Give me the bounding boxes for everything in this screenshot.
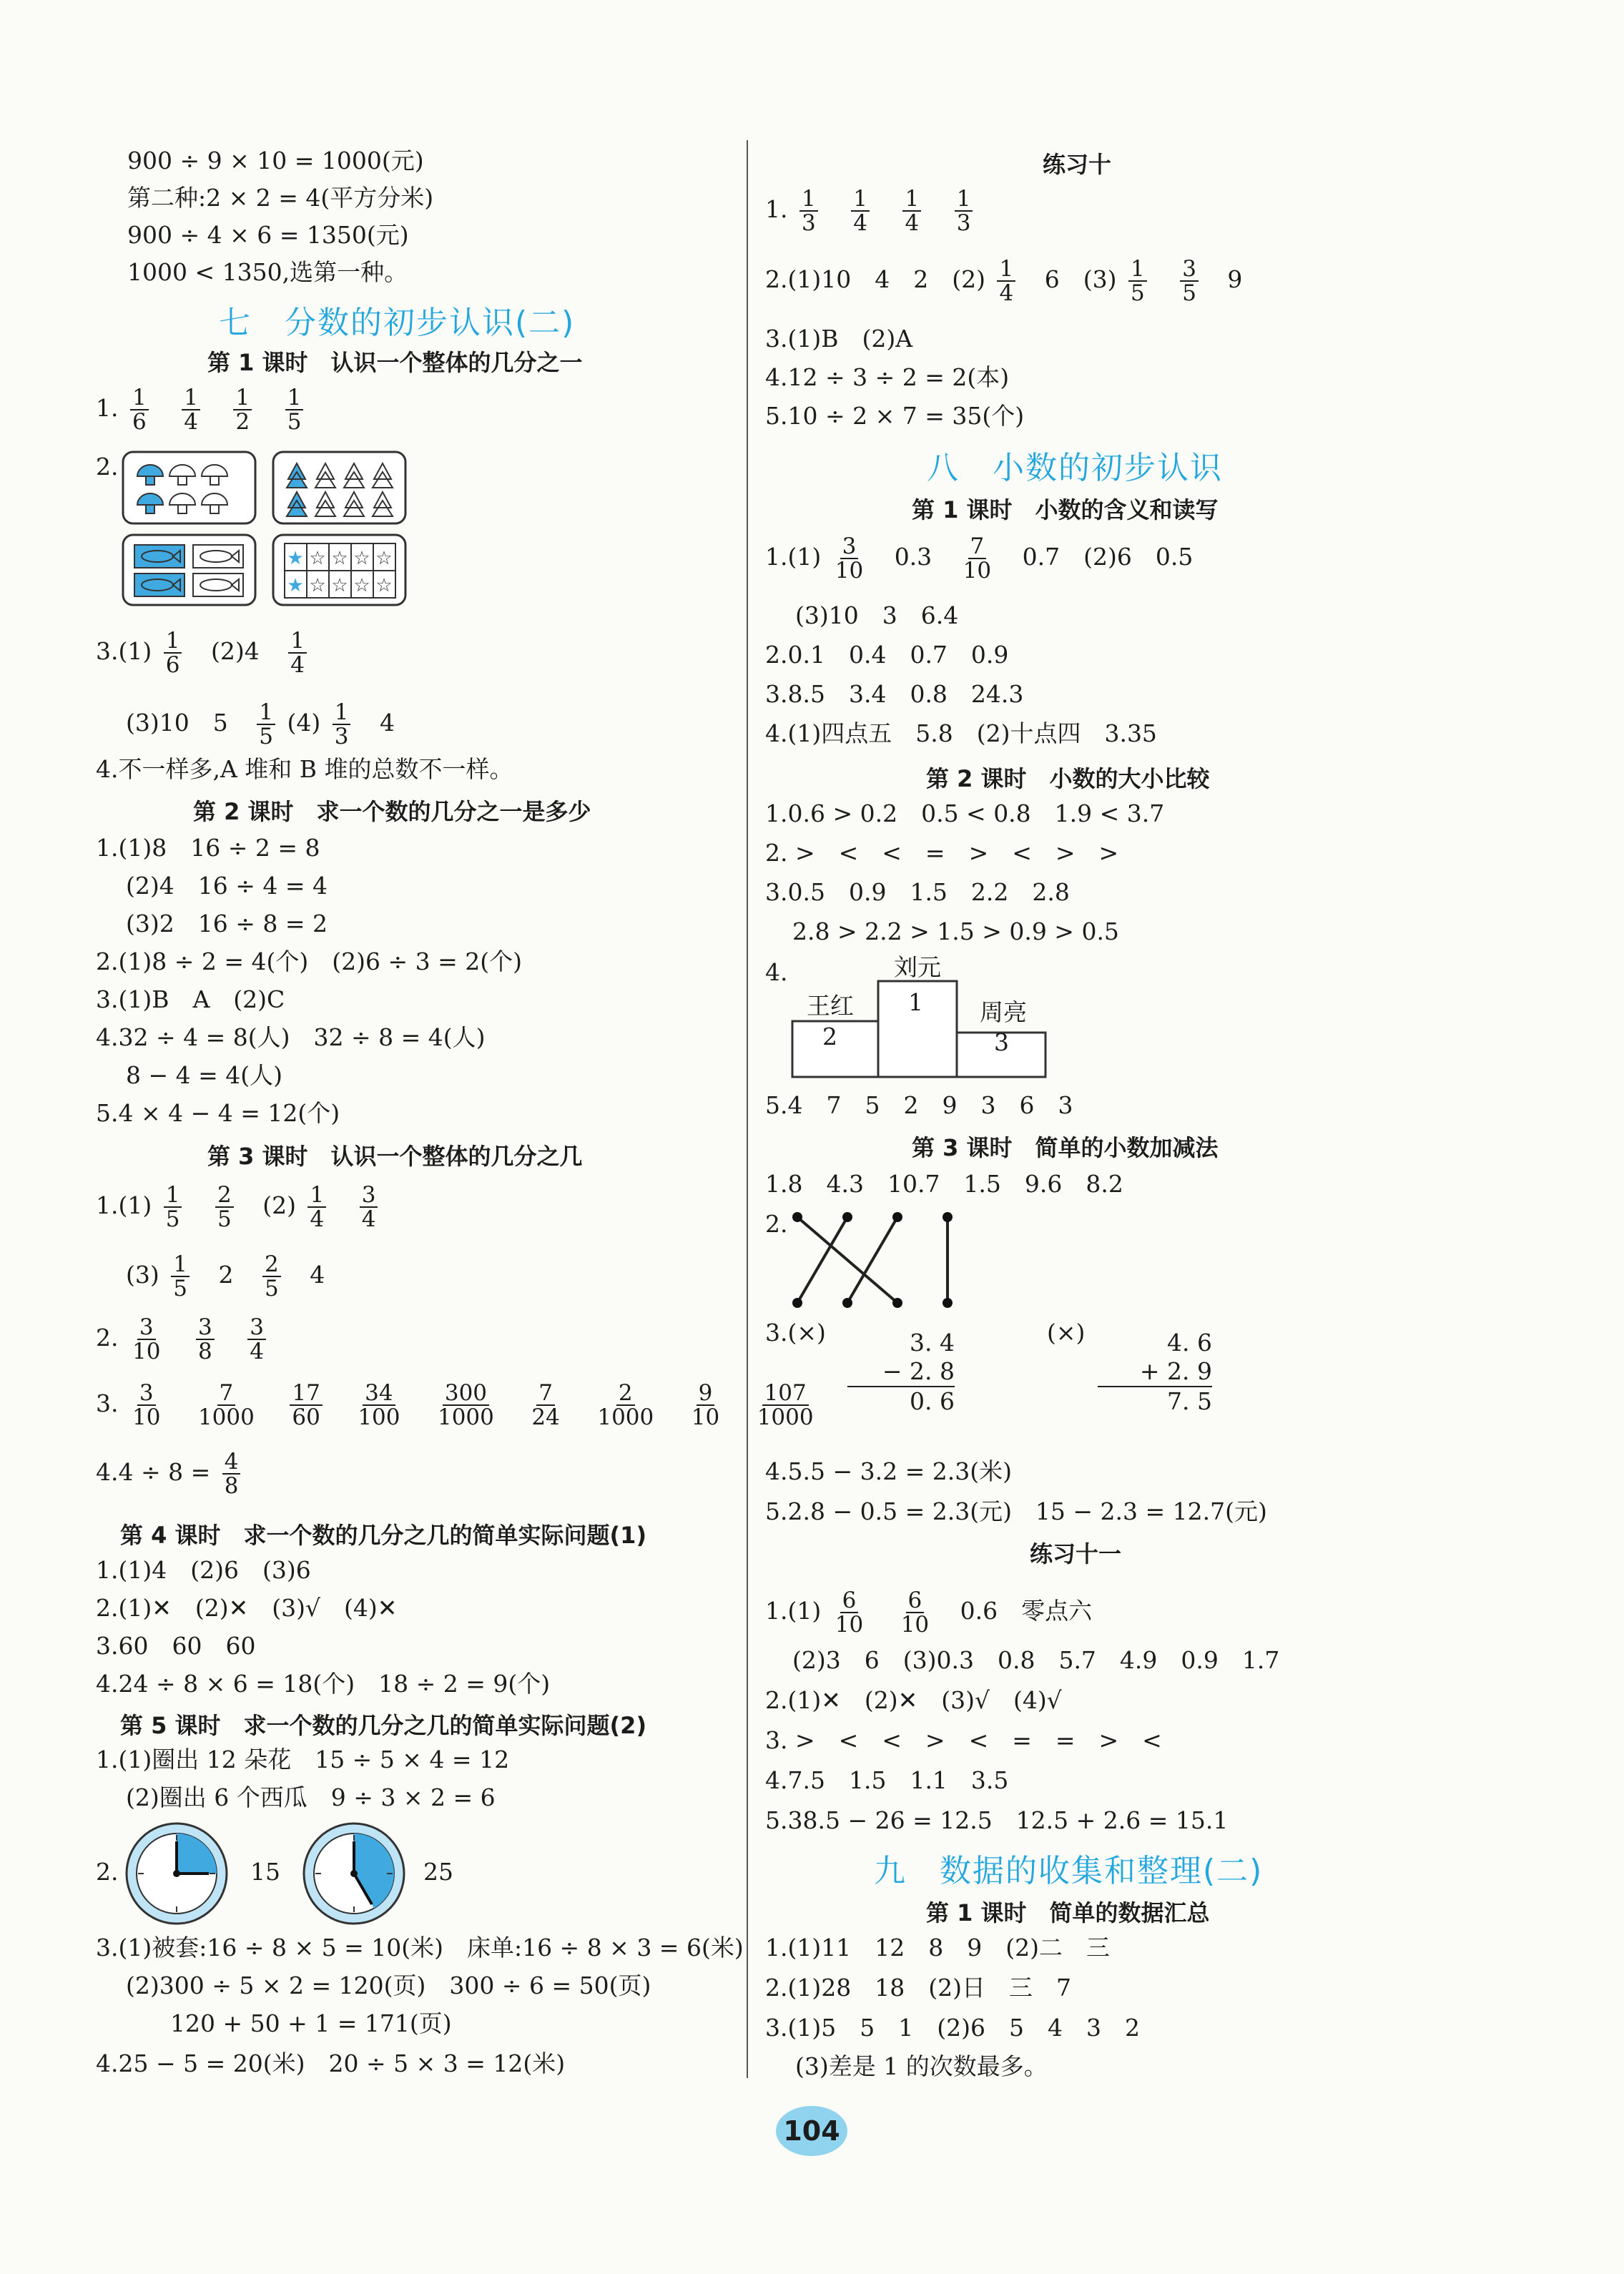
fraction: $\frac{107}{1000}$ [757,1380,814,1430]
answer-line: 1.0.6 > 0.2 0.5 < 0.8 1.9 < 3.7 [765,799,1165,827]
exercise-heading: 练习十 [1043,151,1112,178]
answer-line: 3.(1)B (2)A [765,325,913,353]
podium-rank: 1 [908,988,923,1016]
answer-line: 900 ÷ 4 × 6 = 1350(元) [127,221,409,249]
star-icon [285,543,395,598]
question-number: 2. [96,1858,119,1886]
fraction: $\frac{3}{4}$ [360,1183,378,1231]
fraction: $\frac{1}{2}$ [233,386,252,433]
answer-line: 4.24 ÷ 8 × 6 = 18(个) 18 ÷ 2 = 9(个) [96,1670,551,1698]
fraction: $\frac{3}{10}$ [132,1380,161,1430]
answer-line: 1.(1)8 16 ÷ 2 = 8 [96,834,320,862]
answer-value: 15 [250,1858,280,1886]
fraction: $\frac{1}{4}$ [997,257,1015,305]
answer-line: 4.5.5 − 3.2 = 2.3(米) [765,1457,1012,1485]
fraction: $\frac{2}{5}$ [262,1253,281,1300]
answer-line: 1.(1)4 (2)6 (3)6 [96,1556,311,1584]
fraction: $\frac{4}{8}$ [222,1450,241,1497]
answer-line: 5.4 7 5 2 9 3 6 3 [765,1091,1073,1119]
answer-value: 25 [423,1858,453,1886]
answer-line: 1.8 4.3 10.7 1.5 9.6 8.2 [765,1170,1123,1198]
answer-line: 2.(1)10 4 2 (2) $\frac{1}{4}$ 6 (3) $\frac{1}{5}$ $\frac{3}{5}$ 9 [765,256,1243,306]
answer-line: 4.4 ÷ 8 = $\frac{4}{8}$ [96,1450,245,1497]
fraction: $\frac{1}{4}$ [307,1183,326,1231]
fraction: $\frac{7}{10}$ [963,533,992,584]
answer-line: 5.2.8 − 0.5 = 2.3(元) 15 − 2.3 = 12.7(元) [765,1497,1267,1525]
fraction: $\frac{1}{5}$ [171,1253,190,1300]
answer-line: 4.不一样多,A 堆和 B 堆的总数不一样。 [96,755,513,783]
fraction: $\frac{1}{5}$ [164,1183,182,1231]
answer-line: 3.0.5 0.9 1.5 2.2 2.8 [765,878,1070,906]
question-number: 2. [96,453,119,481]
answer-line: 1. $\frac{1}{6}$ $\frac{1}{4}$ $\frac{1}{2}$ $\frac{1}{5}$ [96,386,307,433]
question-number: 4. [765,958,788,986]
vertical-calc-2: 4. 6 + 2. 9 7. 5 [1105,1329,1212,1416]
fraction: $\frac{1}{4}$ [851,187,870,235]
answer-line: 1. $\frac{1}{3}$ $\frac{1}{4}$ $\frac{1}{4}$ $\frac{1}{3}$ [765,187,977,235]
fraction: $\frac{2}{1000}$ [597,1380,654,1430]
fraction: $\frac{2}{5}$ [215,1183,234,1231]
answer-line: 3.(1) $\frac{1}{6}$ (2)4 $\frac{1}{4}$ [96,629,311,676]
answer-line: (3)2 16 ÷ 8 = 2 [126,910,328,937]
answer-line: (3)10 3 6.4 [795,601,959,629]
vertical-calc-1: 3. 4 − 2. 8 0. 6 [855,1329,955,1416]
answer-line: 2.(1)8 ÷ 2 = 4(个) (2)6 ÷ 3 = 2(个) [96,947,522,975]
page-number: 104 [776,2106,847,2156]
answer-line: 8 − 4 = 4(人) [126,1061,282,1089]
unit-heading: 八 小数的初步认识 [927,450,1223,486]
svg-text:☆: ☆ [353,575,370,596]
svg-text:☆: ☆ [375,548,393,569]
fraction: $\frac{6}{10}$ [835,1588,864,1638]
matching-lines [787,1209,973,1316]
mushroom-box [123,452,255,523]
answer-line: 2.(1)✕ (2)✕ (3)√ (4)√ [765,1686,1062,1714]
answer-line: 120 + 50 + 1 = 171(页) [170,2009,452,2037]
fraction: $\frac{1}{6}$ [130,386,149,433]
shapes-illustration [122,451,408,608]
answer-line: 3. > < < > < = = > < [765,1726,1162,1754]
answer-line: (2)300 ÷ 5 × 2 = 120(页) 300 ÷ 6 = 50(页) [126,1972,651,1999]
answer-line: (3)10 5 $\frac{1}{5}$ (4) $\frac{1}{3}$ 4 [126,699,395,749]
answer-line: 1.(1)圈出 12 朵花 15 ÷ 5 × 4 = 12 [96,1746,510,1773]
svg-text:☆: ☆ [331,548,348,569]
svg-text:☆: ☆ [309,575,326,596]
answer-line: (3) $\frac{1}{5}$ 2 $\frac{2}{5}$ 4 [126,1251,325,1301]
answer-line: 3. $\frac{3}{10}$ $\frac{7}{1000}$ $\frac{17}{60}$ $\frac{34}{100}$ $\frac{300}{1000}$ $\frac{7}{24}$ $\frac{2}{1000}$ $\frac{9}{10}$ $\frac{107}{1000}$ [96,1382,820,1429]
answer-line: 1.(1) $\frac{1}{5}$ $\frac{2}{5}$ (2) $\frac{1}{4}$ $\frac{3}{4}$ [96,1183,382,1231]
fraction: $\frac{6}{10}$ [900,1588,930,1638]
answer-line: 5.38.5 − 26 = 12.5 12.5 + 2.6 = 15.1 [765,1806,1229,1834]
fraction: $\frac{3}{10}$ [835,533,864,584]
answer-line: 第二种:2 × 2 = 4(平方分米) [127,184,434,212]
answer-line: (2)3 6 (3)0.3 0.8 5.7 4.9 0.9 1.7 [792,1646,1280,1674]
fraction: $\frac{3}{8}$ [196,1316,215,1363]
svg-text:★: ★ [287,575,304,596]
lesson-heading: 第 1 课时 小数的含义和读写 [912,496,1219,523]
clock-icon [123,1820,230,1927]
answer-line: 3.60 60 60 [96,1632,256,1660]
podium-rank: 3 [994,1028,1009,1056]
answer-line: 3.(×) [765,1319,826,1347]
fraction: $\frac{34}{100}$ [358,1380,400,1430]
fraction: $\frac{9}{10}$ [691,1380,720,1430]
answer-line: 3.(1)5 5 1 (2)6 5 4 3 2 [765,2014,1140,2042]
fraction: $\frac{1}{5}$ [1128,257,1147,305]
answer-line: (3)差是 1 的次数最多。 [795,2052,1048,2080]
answer-line: 2.(1)28 18 (2)日 三 7 [765,1974,1071,2002]
clock-icon [300,1820,408,1927]
fraction: $\frac{1}{5}$ [257,701,275,748]
fraction: $\frac{7}{1000}$ [197,1380,255,1430]
answer-line: 1.(1)11 12 8 9 (2)二 三 [765,1934,1110,1962]
answer-line: 3.(1)B A (2)C [96,985,285,1013]
answer-line: 1000 < 1350,选第一种。 [127,258,408,286]
fraction: $\frac{1}{4}$ [288,629,307,676]
svg-text:☆: ☆ [309,548,326,569]
column-divider [747,140,748,2078]
answer-line: 4.7.5 1.5 1.1 3.5 [765,1766,1009,1794]
svg-text:☆: ☆ [331,575,348,596]
fraction: $\frac{3}{5}$ [1180,257,1199,305]
answer-line: 2.(1)✕ (2)✕ (3)√ (4)✕ [96,1594,398,1622]
fraction: $\frac{1}{3}$ [799,187,818,235]
answer-line: (2)圈出 6 个西瓜 9 ÷ 3 × 2 = 6 [126,1783,496,1811]
fraction: $\frac{3}{4}$ [247,1316,266,1363]
podium-name: 王红 [807,992,854,1020]
fraction: $\frac{1}{6}$ [164,629,182,676]
answer-line: (×) [1047,1319,1086,1347]
answer-line: 2.8 > 2.2 > 1.5 > 0.9 > 0.5 [792,917,1119,945]
lesson-heading: 第 1 课时 简单的数据汇总 [926,1899,1210,1926]
fraction: $\frac{1}{3}$ [955,187,973,235]
question-number: 2. [765,1210,788,1238]
lesson-heading: 第 5 课时 求一个数的几分之几的简单实际问题(2) [120,1712,647,1739]
answer-line: 2. > < < = > < > > [765,839,1119,867]
podium-name: 刘元 [894,953,941,981]
answer-line: 5.10 ÷ 2 × 7 = 35(个) [765,402,1025,430]
fraction: $\frac{17}{60}$ [290,1382,322,1429]
answer-line: 1.(1) $\frac{6}{10}$ $\frac{6}{10}$ 0.6 零点六 [765,1588,1093,1638]
lesson-heading: 第 3 课时 简单的小数加减法 [912,1134,1219,1161]
answer-line: 3.8.5 3.4 0.8 24.3 [765,680,1024,708]
answer-line: 1.(1) $\frac{3}{10}$ 0.3 $\frac{7}{10}$ 0.7 (2)6 0.5 [765,533,1194,584]
svg-text:★: ★ [287,548,304,569]
lesson-heading: 第 2 课时 小数的大小比较 [926,765,1210,792]
unit-heading: 九 数据的收集和整理(二) [874,1853,1264,1889]
fraction: $\frac{7}{24}$ [531,1380,560,1430]
answer-line: 2. $\frac{3}{10}$ $\frac{3}{8}$ $\frac{3}{4}$ [96,1316,270,1363]
lesson-heading: 第 3 课时 认识一个整体的几分之几 [207,1143,583,1170]
answer-line: 4.12 ÷ 3 ÷ 2 = 2(本) [765,363,1010,391]
fraction: $\frac{1}{5}$ [285,386,304,433]
answer-line: 4.32 ÷ 4 = 8(人) 32 ÷ 8 = 4(人) [96,1023,486,1051]
answer-line: 3.(1)被套:16 ÷ 8 × 5 = 10(米) 床单:16 ÷ 8 × 3 = 6(米) [96,1934,744,1962]
fraction: $\frac{1}{4}$ [902,187,921,235]
lesson-heading: 第 1 课时 认识一个整体的几分之一 [207,349,583,376]
fraction: $\frac{1}{3}$ [333,701,351,748]
podium-rank: 2 [822,1023,837,1050]
fraction: $\frac{3}{10}$ [132,1314,161,1364]
answer-line: 4.(1)四点五 5.8 (2)十点四 3.35 [765,719,1157,747]
answer-line: 4.25 − 5 = 20(米) 20 ÷ 5 × 3 = 12(米) [96,2049,566,2077]
answer-line: 5.4 × 4 − 4 = 12(个) [96,1099,340,1127]
svg-text:☆: ☆ [375,575,393,596]
answer-line: 2.0.1 0.4 0.7 0.9 [765,641,1009,669]
svg-text:☆: ☆ [353,548,370,569]
unit-heading: 七 分数的初步认识(二) [219,305,576,341]
lesson-heading: 第 2 课时 求一个数的几分之一是多少 [193,798,591,825]
answer-line: (2)4 16 ÷ 4 = 4 [126,872,328,900]
exercise-heading: 练习十一 [1030,1540,1122,1567]
fraction: $\frac{1}{4}$ [182,386,200,433]
answer-line: 900 ÷ 9 × 10 = 1000(元) [127,147,424,174]
podium-name: 周亮 [980,998,1027,1026]
fraction: $\frac{300}{1000}$ [437,1380,494,1430]
lesson-heading: 第 4 课时 求一个数的几分之几的简单实际问题(1) [120,1522,647,1549]
